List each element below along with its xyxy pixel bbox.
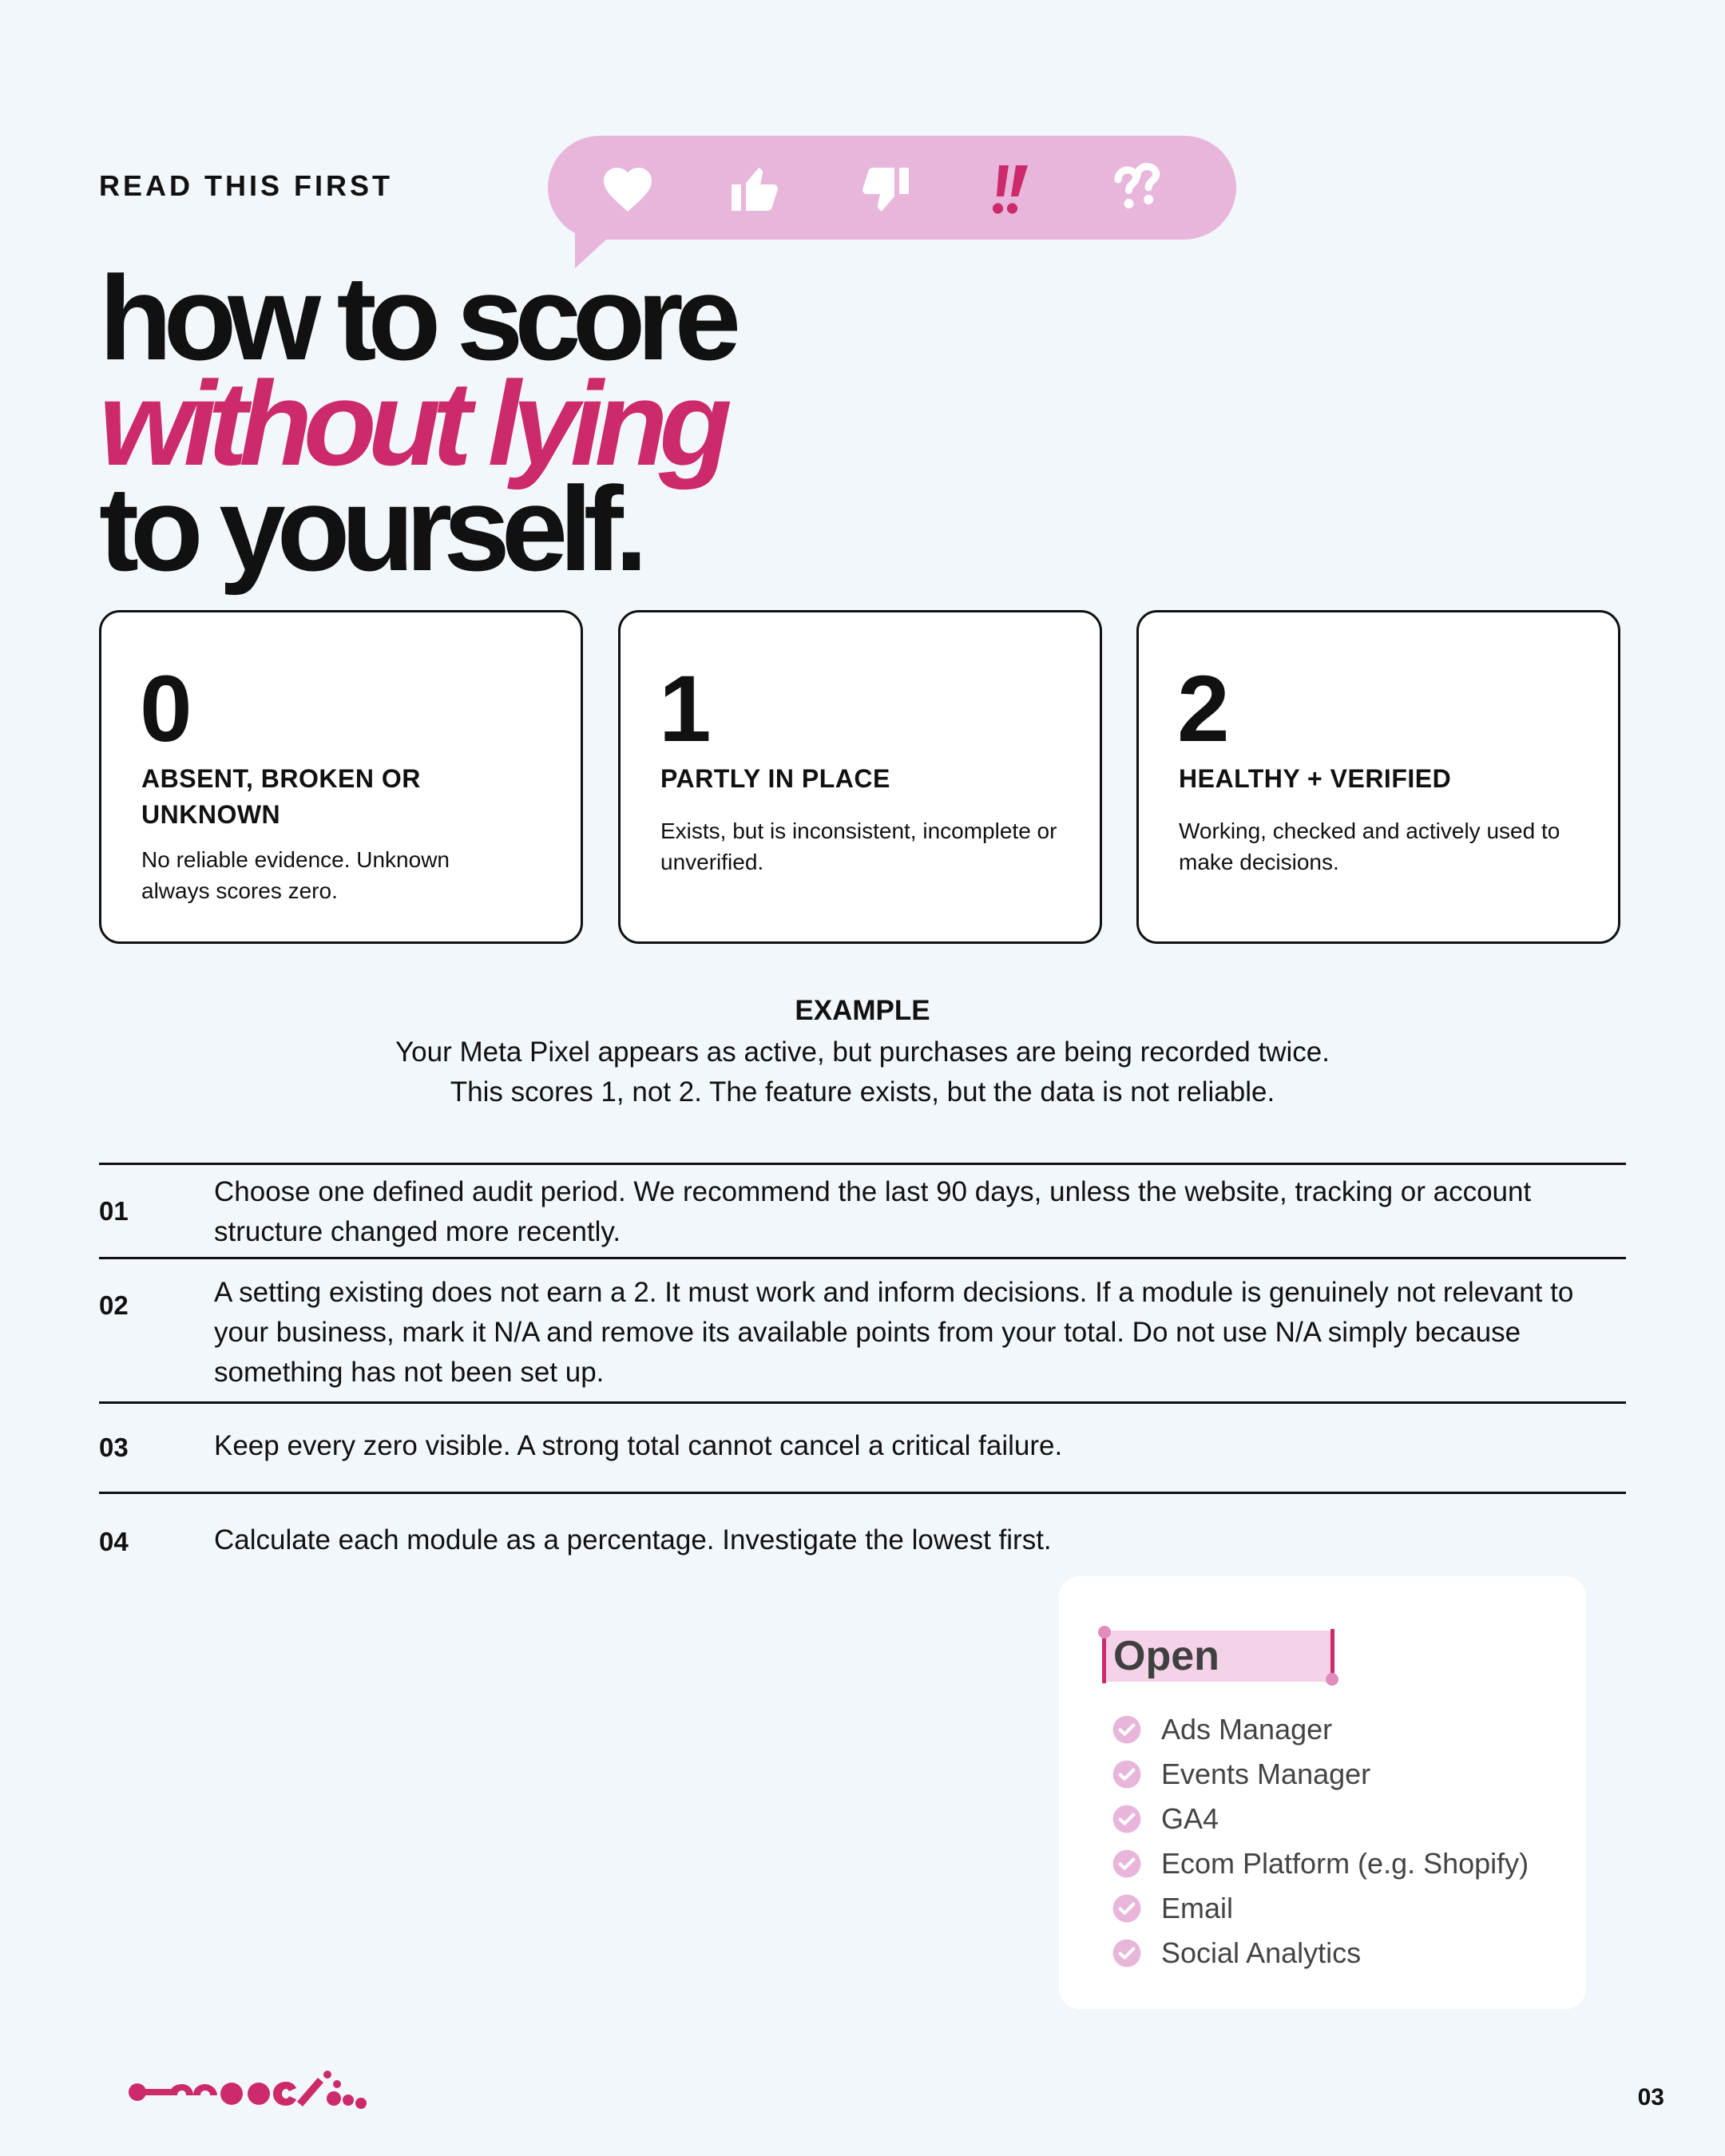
check-circle-icon — [1112, 1804, 1142, 1834]
tool-label: Events Manager — [1161, 1758, 1371, 1790]
brand-logo — [128, 2060, 375, 2118]
tool-list — [1112, 1707, 1529, 1976]
headline — [99, 251, 733, 596]
rule-text: Calculate each module as a percentage. Investigate the lowest first. — [214, 1524, 1052, 1556]
rule-text: Keep every zero visible. A strong total cannot cancel a critical failure. — [214, 1430, 1063, 1461]
divider — [99, 1163, 1626, 1165]
divider — [99, 1401, 1626, 1404]
double-question-icon — [1107, 161, 1168, 218]
score-card-0 — [99, 610, 583, 944]
example-label: EXAMPLE — [795, 995, 930, 1026]
example-line-1: Your Meta Pixel appears as active, but purchases are being recorded twice. — [395, 1036, 1330, 1068]
tool-label: Social Analytics — [1161, 1936, 1362, 1969]
check-circle-icon — [1112, 1759, 1142, 1789]
thumbs-down-icon — [855, 161, 915, 218]
score-number: 2 — [1177, 656, 1230, 762]
score-number: 1 — [659, 656, 712, 762]
rule-text: Choose one defined audit period. We recommend the last 90 days, unless the website, tracking or account structure changed more recently. — [214, 1176, 1532, 1247]
open-checklist-card — [1059, 1576, 1586, 2009]
score-card-1 — [618, 610, 1102, 944]
rule-text: A setting existing does not earn a 2. It must work and inform decisions. If a module is genuinely not relevant to your business, mark it N/A and remove its available points from your total. Do not use N/A simply because something has not been set up. — [214, 1277, 1574, 1388]
list-item — [1112, 1886, 1529, 1931]
score-title: ABSENT, BROKEN OR UNKNOWN — [141, 764, 421, 829]
score-title: PARTLY IN PLACE — [660, 764, 890, 793]
selection-handle — [1098, 1626, 1111, 1639]
list-item — [1112, 1797, 1529, 1841]
score-title: HEALTHY + VERIFIED — [1179, 764, 1452, 793]
tool-label: Email — [1161, 1892, 1234, 1924]
page-number: 03 — [1637, 2084, 1664, 2110]
rule-number: 03 — [99, 1433, 129, 1462]
double-exclamation-icon — [981, 161, 1041, 218]
list-item — [1112, 1931, 1529, 1976]
divider — [99, 1492, 1626, 1494]
thumbs-up-icon — [725, 161, 786, 218]
open-title: Open — [1113, 1633, 1219, 1679]
headline-line-3: to yourself. — [99, 462, 640, 596]
check-circle-icon — [1112, 1714, 1142, 1745]
check-circle-icon — [1112, 1849, 1142, 1879]
score-description: No reliable evidence. Unknown always scores zero. — [141, 847, 450, 903]
list-item — [1112, 1707, 1529, 1752]
text-caret — [1330, 1629, 1334, 1678]
tool-label: Ecom Platform (e.g. Shopify) — [1161, 1847, 1529, 1880]
check-circle-icon — [1112, 1938, 1142, 1968]
text-caret — [1102, 1634, 1106, 1683]
reaction-bar — [548, 136, 1236, 240]
check-circle-icon — [1112, 1893, 1142, 1924]
selection-handle — [1326, 1673, 1338, 1686]
tool-label: GA4 — [1161, 1802, 1219, 1835]
score-description: Exists, but is inconsistent, incomplete or unverified. — [660, 818, 1057, 874]
score-description: Working, checked and actively used to make decisions. — [1179, 818, 1560, 874]
rule-number: 01 — [99, 1196, 129, 1226]
eyebrow-label: READ THIS FIRST — [99, 169, 394, 202]
tool-label: Ads Manager — [1161, 1713, 1333, 1746]
headline-line-1: how to score — [99, 251, 733, 385]
list-item — [1112, 1841, 1529, 1886]
score-card-2 — [1136, 610, 1620, 944]
score-number: 0 — [140, 656, 192, 762]
divider — [99, 1257, 1626, 1259]
heart-icon — [597, 161, 658, 218]
list-item — [1112, 1752, 1529, 1797]
rule-number: 02 — [99, 1290, 129, 1320]
headline-line-2: without lying — [99, 356, 724, 490]
example-line-2: This scores 1, not 2. The feature exists, but the data is not reliable. — [450, 1076, 1275, 1108]
rule-number: 04 — [99, 1527, 129, 1556]
